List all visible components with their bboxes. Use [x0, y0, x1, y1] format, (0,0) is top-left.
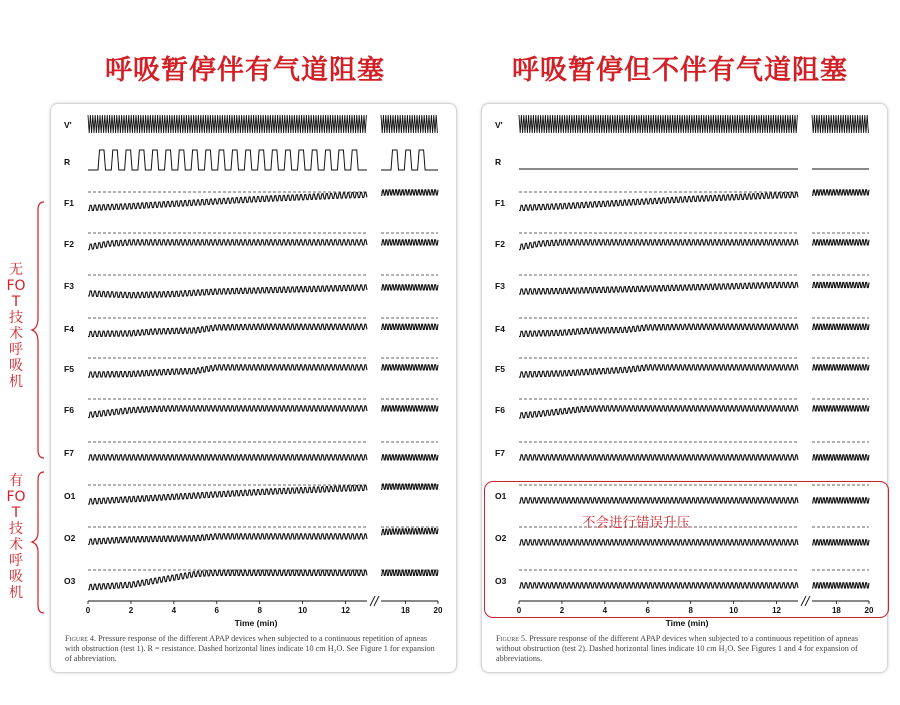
pressure-trace-o1 [88, 485, 367, 504]
row-label-vprime: V' [495, 120, 503, 130]
figure-4-chart [51, 104, 456, 672]
row-label-f5: F5 [495, 364, 505, 374]
row-label-f3: F3 [64, 281, 74, 291]
vprime-trace [519, 115, 797, 133]
pressure-trace-f2 [88, 240, 367, 250]
pressure-trace-f5 [519, 365, 798, 377]
x-tick-label-4: 4 [602, 606, 608, 615]
row-label-o2: O2 [64, 533, 76, 543]
fot-label: 有FOT技术呼吸机 [6, 473, 26, 601]
vprime-trace-break [812, 115, 868, 133]
x-tick-label-8: 8 [257, 606, 262, 615]
pressure-trace-f7 [519, 455, 798, 460]
row-label-f4: F4 [495, 324, 505, 334]
pressure-trace-f2-break [381, 240, 438, 245]
x-tick-label-2: 2 [128, 606, 134, 615]
pressure-trace-f2-break [812, 240, 869, 245]
row-label-f2: F2 [64, 239, 74, 249]
no-fot-label: 无FOT技术呼吸机 [6, 262, 26, 390]
x-tick-label-18: 18 [400, 606, 410, 615]
row-label-f3: F3 [495, 281, 505, 291]
row-label-f1: F1 [495, 198, 505, 208]
row-label-o3: O3 [64, 576, 76, 586]
row-label-vprime: V' [64, 120, 72, 130]
highlight-box [484, 481, 889, 618]
pressure-trace-o3 [88, 570, 367, 590]
row-label-o1: O1 [495, 491, 507, 501]
figure-4-number: Figure 4. [65, 634, 97, 643]
x-tick-label-4: 4 [171, 606, 177, 615]
figure-4-caption-text: Pressure response of the different APAP devices when subjected to a continuous repetition of apneas with obstruction (test 1). R = resistance. Dashed horizontal lines indicate 10 cm H₂O. See Figure 1 for expansion of abbreviation. [65, 634, 435, 663]
row-label-r: R [64, 157, 71, 167]
x-tick-label-12: 12 [772, 606, 781, 615]
pressure-trace-f4 [519, 324, 798, 336]
row-label-o3: O3 [495, 576, 507, 586]
pressure-trace-f3-break [812, 282, 869, 287]
row-label-r: R [495, 157, 502, 167]
pressure-trace-f7-break [812, 455, 869, 460]
row-label-f2: F2 [495, 239, 505, 249]
pressure-trace-f1-break [812, 190, 869, 196]
pressure-trace-o2 [88, 534, 367, 545]
pressure-trace-f3 [88, 285, 367, 298]
resistance-trace [88, 150, 367, 170]
group1-bracket [30, 200, 50, 460]
row-label-f1: F1 [64, 198, 74, 208]
pressure-trace-f7-break [381, 455, 438, 460]
pressure-trace-f3 [519, 282, 798, 294]
x-tick-label-8: 8 [688, 606, 693, 615]
row-label-f7: F7 [64, 448, 74, 458]
x-tick-label-18: 18 [831, 606, 841, 615]
row-label-f7: F7 [495, 448, 505, 458]
pressure-trace-o1-break [381, 484, 438, 489]
figure-5-number: Figure 5. [496, 634, 528, 643]
pressure-trace-f1 [88, 192, 367, 210]
x-tick-label-6: 6 [214, 606, 219, 615]
pressure-trace-f1-break [381, 190, 438, 196]
x-tick-label-10: 10 [298, 606, 308, 615]
resistance-trace-break [381, 150, 438, 170]
figure-5-caption-text: Pressure response of the different APAP devices when subjected to a continuous repetition of apneas without obstruction (test 2). Dashed horizontal lines indicate 10 cm H₂O. See Figures 1 and 4 for expansion of abbreviations. [496, 634, 859, 663]
row-label-o1: O1 [64, 491, 76, 501]
figure-5-caption [496, 634, 872, 664]
left-panel-title: 呼吸暂停伴有气道阻塞 [105, 55, 385, 86]
figure-4-caption [65, 634, 441, 664]
pressure-trace-f3-break [381, 285, 438, 290]
x-tick-label-20: 20 [864, 606, 874, 615]
x-tick-label-2: 2 [559, 606, 565, 615]
x-tick-label-6: 6 [645, 606, 650, 615]
pressure-trace-f4 [88, 324, 367, 336]
x-tick-label-20: 20 [433, 606, 443, 615]
vprime-trace [88, 115, 366, 133]
pressure-trace-f6-break [381, 406, 438, 411]
row-label-f6: F6 [495, 405, 505, 415]
row-label-f6: F6 [64, 405, 74, 415]
pressure-trace-f4-break [812, 324, 869, 329]
pressure-trace-o3-break [381, 570, 438, 575]
pressure-trace-f5 [88, 365, 367, 377]
vprime-trace-break [381, 115, 437, 133]
group2-bracket [30, 470, 50, 615]
right-panel-title: 呼吸暂停但不伴有气道阻塞 [512, 55, 848, 86]
highlight-text: 不会进行错误升压 [582, 515, 690, 531]
figure-4-panel [50, 103, 457, 673]
pressure-trace-f6-break [812, 406, 869, 411]
pressure-trace-f7 [88, 455, 367, 460]
row-label-f5: F5 [64, 364, 74, 374]
row-label-f4: F4 [64, 324, 74, 334]
pressure-trace-f6 [88, 406, 367, 418]
x-axis-title: Time (min) [234, 618, 278, 628]
pressure-trace-f4-break [381, 324, 438, 329]
x-axis-title: Time (min) [665, 618, 709, 628]
pressure-trace-o2-break [381, 528, 438, 534]
x-tick-label-0: 0 [516, 606, 522, 615]
pressure-trace-f5-break [381, 365, 438, 370]
pressure-trace-f6 [519, 406, 798, 418]
x-tick-label-0: 0 [85, 606, 91, 615]
pressure-trace-f1 [519, 192, 798, 210]
x-tick-label-12: 12 [341, 606, 350, 615]
x-tick-label-10: 10 [729, 606, 739, 615]
row-label-o2: O2 [495, 533, 507, 543]
pressure-trace-f2 [519, 240, 798, 250]
pressure-trace-f5-break [812, 365, 869, 370]
